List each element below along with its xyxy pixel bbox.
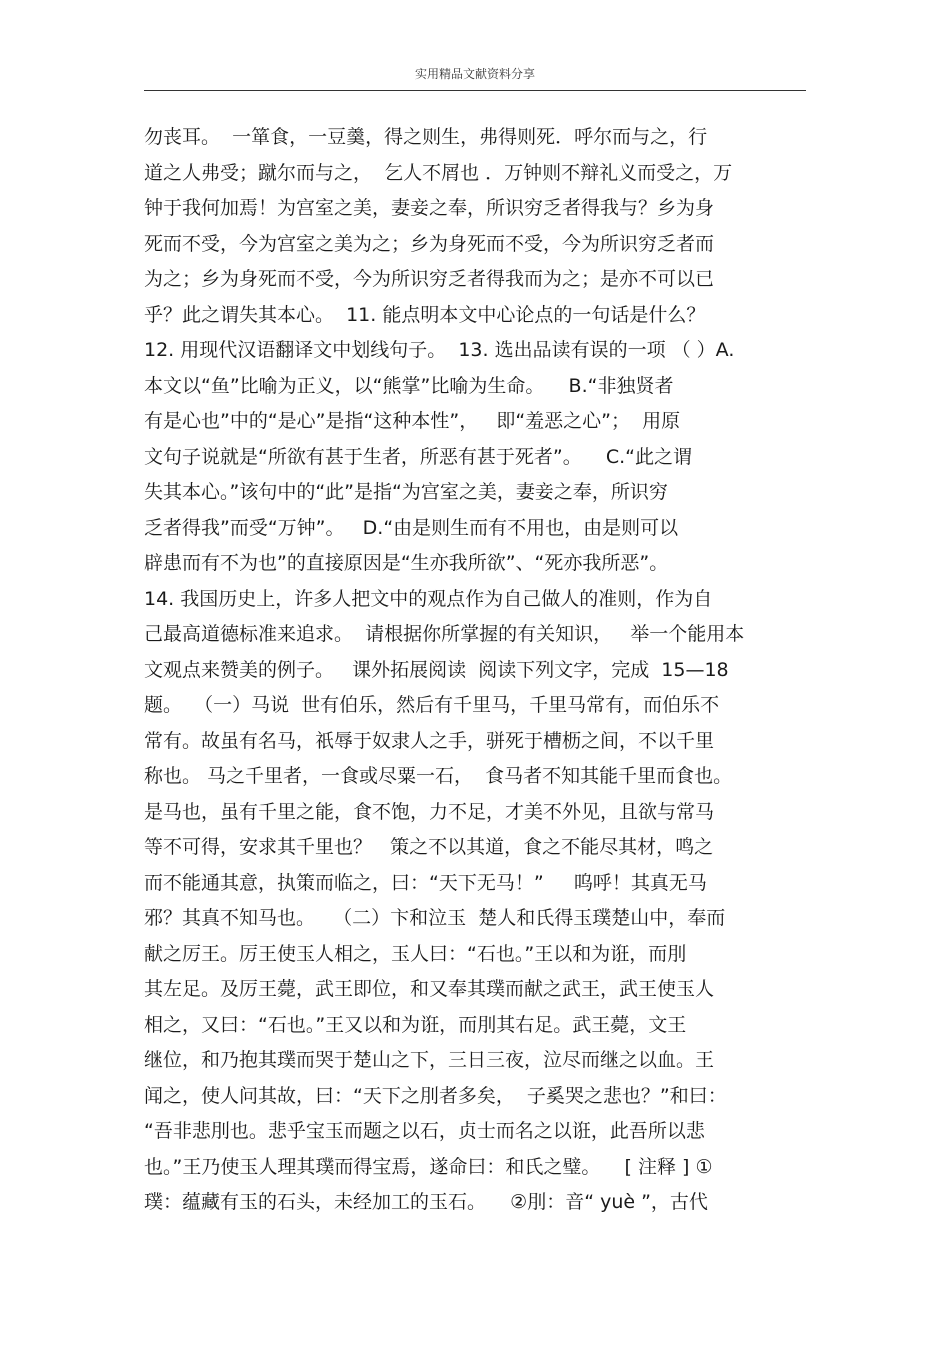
text-line: 其左足。及厉王薨，武王即位，和又奉其璞而献之武王，武王使玉人	[144, 978, 715, 1000]
text-line: 继位，和乃抱其璞而哭于楚山之下，三日三夜，泣尽而继之以血。王	[144, 1049, 715, 1071]
text-line: 闻之，使人问其故，曰：“天下之刖者多矣， 子奚哭之悲也？”和曰：	[144, 1084, 727, 1107]
header-divider	[144, 90, 806, 91]
text-line: 己最高道德标准来追求。 请根据你所掌握的有关知识， 举一个能用本	[144, 623, 745, 645]
text-line: 乏者得我”而受“万钟”。 D.“由是则生而有不用也，由是则可以	[144, 516, 679, 539]
text-line: 12. 用现代汉语翻译文中划线句子。 13. 选出品读有误的一项 （ ）A.	[144, 339, 735, 361]
document-body	[144, 120, 810, 1221]
text-line: 14. 我国历史上，许多人把文中的观点作为自己做人的准则，作为自	[144, 587, 713, 610]
text-line: 相之，又曰：“石也。”王又以和为诳，而刖其右足。武王薨，文王	[144, 1013, 687, 1036]
text-line: 璞：蕴藏有玉的石头，未经加工的玉石。 ②刖：音“ yuè ”，古代	[144, 1191, 708, 1213]
text-line: 等不可得，安求其千里也？ 策之不以其道，食之不能尽其材，鸣之	[144, 836, 714, 858]
text-line: 道之人弗受；蹴尔而与之， 乞人不屑也 ．万钟则不辩礼义而受之，万	[144, 161, 733, 184]
text-line: 有是心也”中的“是心”是指“这种本性”， 即“羞恶之心”； 用原	[144, 410, 681, 432]
text-line: 常有。故虽有名马，祇辱于奴隶人之手，骈死于槽枥之间，不以千里	[144, 729, 715, 752]
text-line: 称也。 马之千里者，一食或尽粟一石， 食马者不知其能千里而食也。	[144, 765, 733, 787]
text-line: 文句子说就是“所欲有甚于生者，所恶有甚于死者”。 C.“此之谓	[144, 445, 692, 468]
text-line: 钟于我何加焉！为宫室之美，妻妾之奉，所识穷乏者得我与？乡为身	[144, 197, 715, 219]
text-line: 题。 （一）马说 世有伯乐，然后有千里马，千里马常有，而伯乐不	[144, 694, 720, 716]
text-line: 而不能通其意，执策而临之，曰：“天下无马！” 呜呼！其真无马	[144, 871, 707, 894]
text-line: 乎？此之谓失其本心。 11. 能点明本文中心论点的一句话是什么？	[144, 303, 706, 326]
text-line: 也。”王乃使玉人理其璞而得宝焉，遂命曰：和氏之璧。 [ 注释 ] ①	[144, 1155, 713, 1178]
text-line: 是马也，虽有千里之能，食不饱，力不足，才美不外见，且欲与常马	[144, 800, 715, 823]
text-line: 勿丧耳。 一箪食，一豆羹，得之则生，弗得则死．呼尔而与之，行	[144, 126, 708, 148]
text-line: 辟患而有不为也”的直接原因是“生亦我所欲”、“死亦我所恶”。	[144, 552, 669, 574]
text-line: 文观点来赞美的例子。 课外拓展阅读 阅读下列文字，完成 15—18	[144, 658, 729, 681]
text-line: 失其本心。”该句中的“此”是指“为宫室之美，妻妾之奉，所识穷	[144, 481, 668, 503]
text-line: “吾非悲刖也。悲乎宝玉而题之以石，贞士而名之以诳，此吾所以悲	[144, 1120, 705, 1142]
text-line: 为之；乡为身死而不受，今为所识穷乏者得我而为之；是亦不可以已	[144, 268, 715, 290]
text-line: 邪？其真不知马也。 （二）卞和泣玉 楚人和氏得玉璞楚山中，奉而	[144, 907, 726, 929]
text-line: 死而不受，今为宫室之美为之；乡为身死而不受，今为所识穷乏者而	[144, 232, 715, 255]
text-line: 献之厉王。厉王使玉人相之，玉人曰：“石也。”王以和为诳，而刖	[144, 942, 687, 965]
page-header: 实用精品文献资料分享	[414, 67, 535, 81]
text-line: 本文以“鱼”比喻为正义，以“熊掌”比喻为生命。 B.“非独贤者	[144, 374, 674, 397]
